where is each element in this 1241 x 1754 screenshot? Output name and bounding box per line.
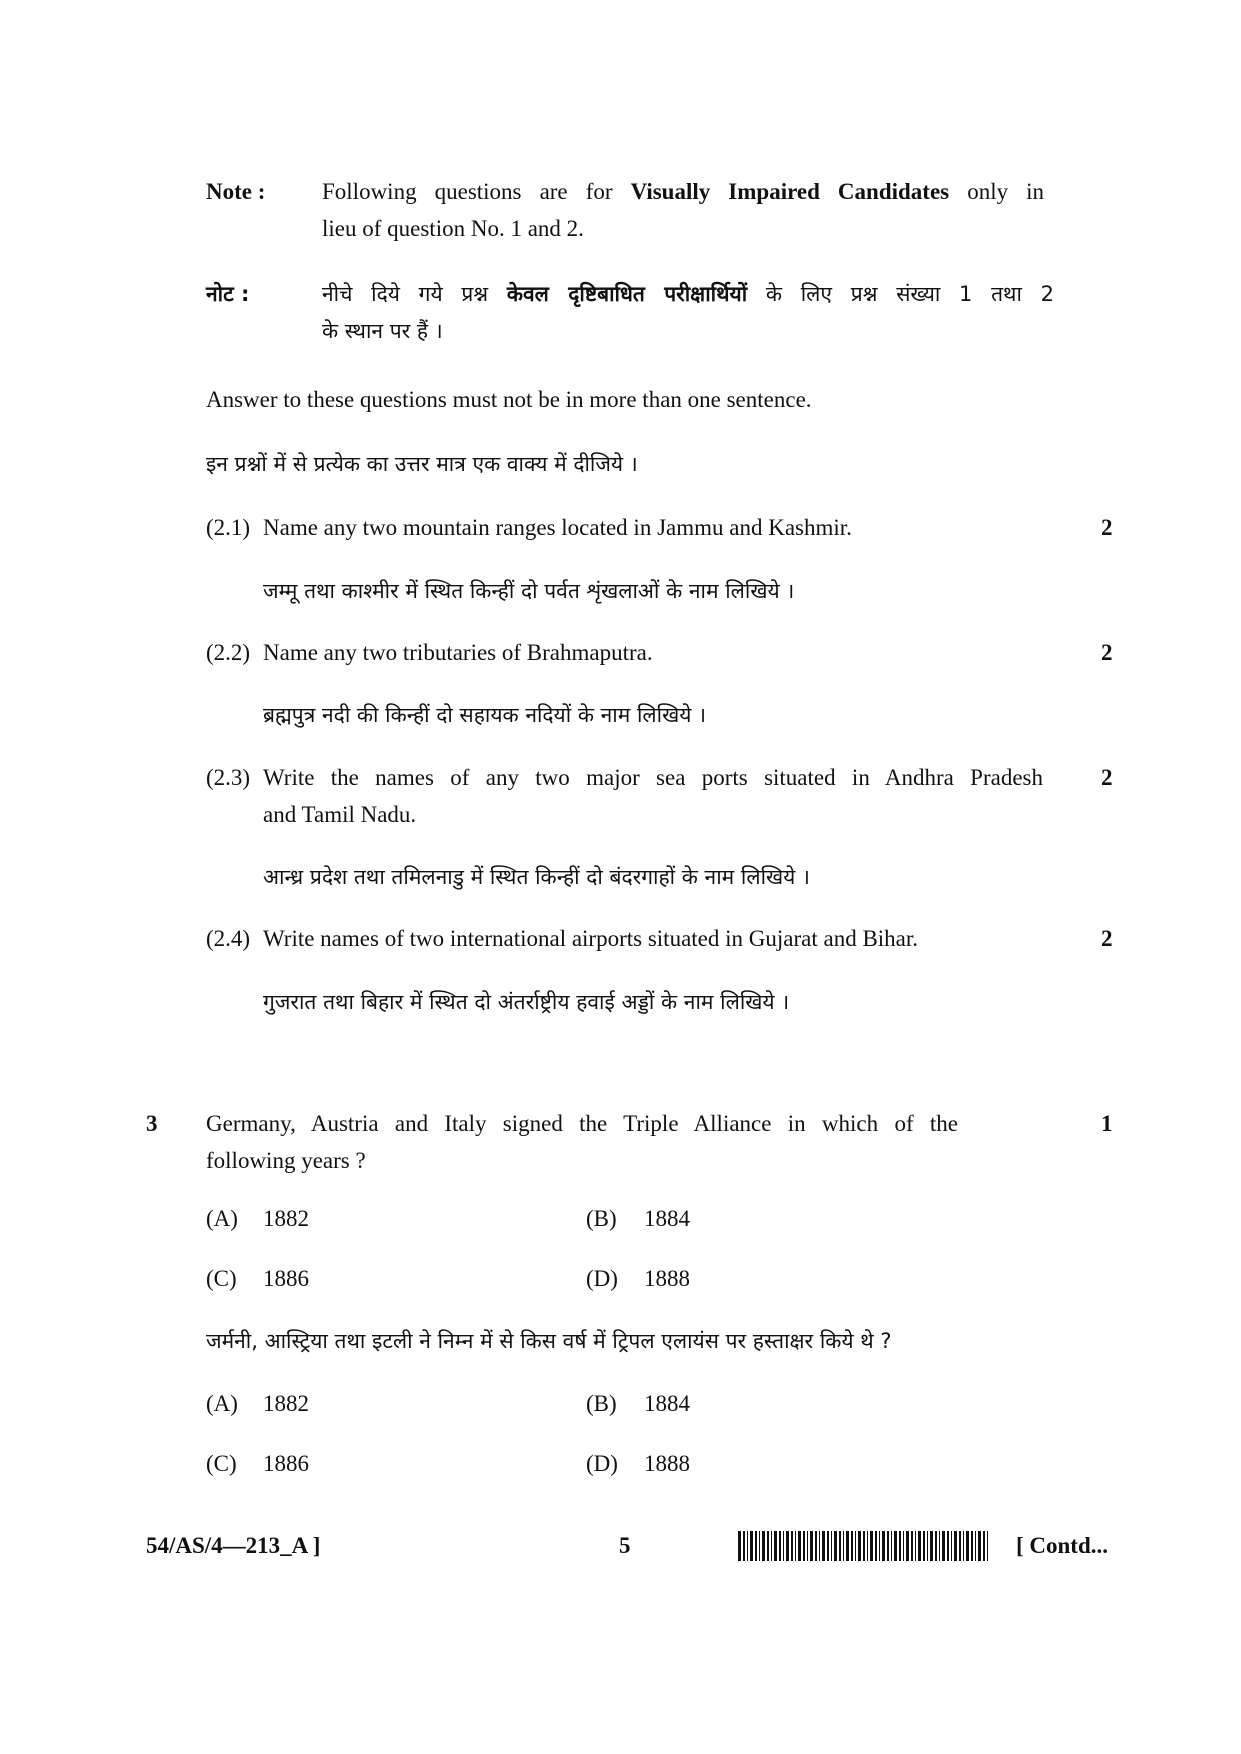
note-line2-en: lieu of question No. 1 and 2. — [322, 216, 584, 241]
option-label: (B) — [586, 1391, 617, 1416]
sub-question-text-en: Name any two mountain ranges located in Jammu and Kashmir. — [263, 515, 852, 540]
sub-question-number: (2.3) — [206, 765, 251, 790]
note-emphasis-en: Visually Impaired Candidates — [630, 179, 950, 204]
sub-question-text-en: Write the names of any two major sea ports situated in Andhra Pradesh and Tamil Nadu. — [263, 765, 1043, 827]
sub-question-text-en: Write names of two international airports situated in Gujarat and Bihar. — [263, 926, 919, 951]
question-number: 3 — [146, 1111, 158, 1136]
option-label: (D) — [586, 1451, 618, 1476]
instruction-hi: इन प्रश्नों में से प्रत्येक का उत्तर मात्र एक वाक्य में दीजिये । — [206, 452, 638, 476]
option-value: 1886 — [263, 1451, 309, 1476]
option-label: (C) — [206, 1266, 237, 1291]
option-label: (A) — [206, 1206, 238, 1231]
sub-question-text-en: Name any two tributaries of Brahmaputra. — [263, 640, 653, 665]
sub-question-text-hi: जम्मू तथा काश्मीर में स्थित किन्हीं दो पर्वत शृंखलाओं के नाम लिखिये । — [263, 579, 795, 603]
note-emphasis-hi: केवल दृष्टिबाधित परीक्षार्थियों — [506, 282, 748, 306]
option-label: (A) — [206, 1391, 238, 1416]
sub-question-number: (2.4) — [206, 926, 251, 951]
option-label: (C) — [206, 1451, 237, 1476]
note-text-en — [322, 173, 1044, 247]
note-label-hi: नोट : — [206, 282, 250, 306]
option-value: 1886 — [263, 1266, 309, 1291]
sub-question-number: (2.2) — [206, 640, 251, 665]
marks: 2 — [1101, 765, 1113, 790]
option-value: 1882 — [263, 1206, 309, 1231]
option-label: (B) — [586, 1206, 617, 1231]
sub-question-number: (2.1) — [206, 515, 251, 540]
sub-question-text-hi: आन्ध्र प्रदेश तथा तमिलनाडु में स्थित किन्हीं दो बंदरगाहों के नाम लिखिये । — [263, 865, 810, 889]
marks: 1 — [1101, 1111, 1113, 1136]
note-line1-en: Following questions are for Visually Impaired Candidates only in — [322, 179, 1045, 204]
marks: 2 — [1101, 515, 1113, 540]
option-value: 1888 — [644, 1451, 690, 1476]
marks: 2 — [1101, 640, 1113, 665]
instruction-en: Answer to these questions must not be in more than one sentence. — [206, 387, 812, 412]
sub-question-text-hi: गुजरात तथा बिहार में स्थित दो अंतर्राष्ट्रीय हवाई अड्डों के नाम लिखिये । — [263, 990, 790, 1014]
question-text-hi: जर्मनी, आस्ट्रिया तथा इटली ने निम्न में से किस वर्ष में ट्रिपल एलायंस पर हस्ताक्षर किये थे ? — [206, 1329, 892, 1353]
note-label-en: Note : — [206, 179, 266, 204]
page-number: 5 — [619, 1533, 631, 1558]
option-value: 1882 — [263, 1391, 309, 1416]
option-value: 1884 — [644, 1206, 690, 1231]
note-text-hi — [322, 276, 1054, 350]
contd-label: [ Contd... — [1016, 1533, 1109, 1558]
option-value: 1884 — [644, 1391, 690, 1416]
option-value: 1888 — [644, 1266, 690, 1291]
option-label: (D) — [586, 1266, 618, 1291]
sub-question-text-hi: ब्रह्मपुत्र नदी की किन्हीं दो सहायक नदियों के नाम लिखिये । — [263, 703, 707, 727]
note-line1-hi: नीचे दिये गये प्रश्न केवल दृष्टिबाधित परीक्षार्थियों के लिए प्रश्न संख्या 1 तथा 2 — [322, 282, 1054, 306]
barcode-icon — [738, 1531, 990, 1561]
paper-code: 54/AS/4—213_A ] — [146, 1533, 321, 1558]
question-text-en: Germany, Austria and Italy signed the Triple Alliance in which of the following years ? — [206, 1111, 958, 1173]
marks: 2 — [1101, 926, 1113, 951]
note-line2-hi: के स्थान पर हैं । — [322, 319, 443, 343]
